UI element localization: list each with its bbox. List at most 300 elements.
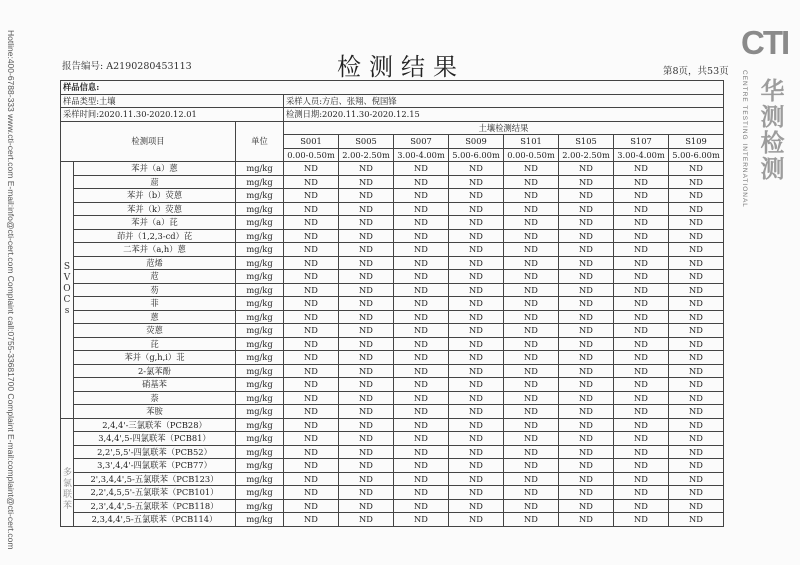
result-value: ND xyxy=(284,229,339,243)
item-name: 2,3,4,4',5-五氯联苯（PCB114） xyxy=(74,513,236,527)
result-value: ND xyxy=(394,364,449,378)
result-value: ND xyxy=(449,202,504,216)
result-value: ND xyxy=(339,405,394,419)
result-value: ND xyxy=(669,499,724,513)
item-unit: mg/kg xyxy=(236,229,284,243)
item-unit: mg/kg xyxy=(236,270,284,284)
result-value: ND xyxy=(669,486,724,500)
result-value: ND xyxy=(394,175,449,189)
item-unit: mg/kg xyxy=(236,391,284,405)
item-name: 芘 xyxy=(74,337,236,351)
item-unit: mg/kg xyxy=(236,324,284,338)
result-value: ND xyxy=(669,459,724,473)
result-value: ND xyxy=(339,324,394,338)
result-value: ND xyxy=(504,283,559,297)
table-row xyxy=(61,283,724,297)
result-value: ND xyxy=(339,486,394,500)
result-value: ND xyxy=(614,216,669,230)
result-value: ND xyxy=(284,459,339,473)
result-value: ND xyxy=(394,243,449,257)
result-value: ND xyxy=(449,405,504,419)
item-unit: mg/kg xyxy=(236,216,284,230)
result-value: ND xyxy=(559,472,614,486)
result-value: ND xyxy=(614,310,669,324)
result-value: ND xyxy=(504,256,559,270)
sample-id: S001 xyxy=(284,135,339,149)
result-value: ND xyxy=(339,432,394,446)
result-value: ND xyxy=(284,202,339,216)
table-row xyxy=(61,175,724,189)
contact-side-text: Hotline:400-6788-333 www.cti-cert.com E-mail:info@cti-cert.com Complaint call:0755-33681700 Complaint E-mail:complaint@cti-cert.com xyxy=(6,30,16,550)
result-value: ND xyxy=(614,378,669,392)
item-unit: mg/kg xyxy=(236,297,284,311)
result-value: ND xyxy=(504,243,559,257)
result-value: ND xyxy=(669,351,724,365)
result-value: ND xyxy=(504,418,559,432)
table-row xyxy=(61,324,724,338)
result-value: ND xyxy=(669,229,724,243)
result-value: ND xyxy=(559,432,614,446)
result-value: ND xyxy=(504,297,559,311)
result-value: ND xyxy=(559,486,614,500)
result-value: ND xyxy=(339,391,394,405)
result-value: ND xyxy=(559,175,614,189)
sample-id: S005 xyxy=(339,135,394,149)
result-value: ND xyxy=(449,189,504,203)
result-value: ND xyxy=(394,418,449,432)
table-row xyxy=(61,472,724,486)
item-name: 2-氯苯酚 xyxy=(74,364,236,378)
result-value: ND xyxy=(614,445,669,459)
result-value: ND xyxy=(339,216,394,230)
result-value: ND xyxy=(669,202,724,216)
result-value: ND xyxy=(284,364,339,378)
result-value: ND xyxy=(559,324,614,338)
result-value: ND xyxy=(339,364,394,378)
result-value: ND xyxy=(339,445,394,459)
result-value: ND xyxy=(559,459,614,473)
result-value: ND xyxy=(614,459,669,473)
result-value: ND xyxy=(504,175,559,189)
sample-depth: 5.00-6.00m xyxy=(449,148,504,162)
result-value: ND xyxy=(339,310,394,324)
result-value: ND xyxy=(284,270,339,284)
result-value: ND xyxy=(339,243,394,257)
sample-id: S109 xyxy=(669,135,724,149)
item-name: 2,4,4'-三氯联苯（PCB28） xyxy=(74,418,236,432)
result-value: ND xyxy=(669,432,724,446)
result-value: ND xyxy=(614,256,669,270)
result-value: ND xyxy=(449,445,504,459)
result-value: ND xyxy=(614,175,669,189)
col-header-unit: 单位 xyxy=(236,121,284,162)
item-name: 苯并（g,h,i）苝 xyxy=(74,351,236,365)
result-value: ND xyxy=(559,310,614,324)
result-value: ND xyxy=(559,229,614,243)
item-name: 3,3',4,4'-四氯联苯（PCB77） xyxy=(74,459,236,473)
item-unit: mg/kg xyxy=(236,256,284,270)
result-value: ND xyxy=(559,297,614,311)
result-value: ND xyxy=(394,270,449,284)
result-value: ND xyxy=(449,472,504,486)
result-value: ND xyxy=(614,432,669,446)
report-number-label: 报告编号: xyxy=(62,61,107,72)
table-row xyxy=(61,229,724,243)
result-value: ND xyxy=(559,189,614,203)
result-value: ND xyxy=(504,405,559,419)
table-row xyxy=(61,351,724,365)
item-unit: mg/kg xyxy=(236,513,284,527)
sample-depth: 2.00-2.50m xyxy=(339,148,394,162)
result-value: ND xyxy=(284,324,339,338)
cti-logo-cn: 华测检测 xyxy=(756,78,785,182)
result-value: ND xyxy=(284,189,339,203)
result-value: ND xyxy=(504,162,559,176)
result-value: ND xyxy=(559,256,614,270)
result-value: ND xyxy=(504,499,559,513)
item-name: 二苯并（a,h）蒽 xyxy=(74,243,236,257)
result-value: ND xyxy=(614,189,669,203)
result-value: ND xyxy=(669,337,724,351)
result-value: ND xyxy=(559,202,614,216)
result-value: ND xyxy=(504,351,559,365)
result-value: ND xyxy=(559,270,614,284)
table-row xyxy=(61,310,724,324)
result-value: ND xyxy=(284,243,339,257)
sample-depth: 0.00-0.50m xyxy=(284,148,339,162)
item-unit: mg/kg xyxy=(236,162,284,176)
item-unit: mg/kg xyxy=(236,364,284,378)
result-value: ND xyxy=(669,310,724,324)
result-value: ND xyxy=(669,256,724,270)
cti-logo-mark: CTI xyxy=(741,24,789,61)
result-value: ND xyxy=(559,337,614,351)
result-value: ND xyxy=(339,162,394,176)
item-unit: mg/kg xyxy=(236,175,284,189)
result-value: ND xyxy=(339,378,394,392)
result-value: ND xyxy=(559,513,614,527)
table-row xyxy=(61,243,724,257)
result-value: ND xyxy=(339,270,394,284)
result-value: ND xyxy=(559,243,614,257)
result-value: ND xyxy=(669,405,724,419)
table-row xyxy=(61,445,724,459)
info-row-1 xyxy=(61,94,724,108)
info-section-title: 样品信息: xyxy=(61,81,724,95)
table-row xyxy=(61,499,724,513)
result-value: ND xyxy=(504,445,559,459)
result-value: ND xyxy=(339,472,394,486)
result-value: ND xyxy=(504,378,559,392)
col-header-results: 土壤检测结果 xyxy=(284,121,724,135)
result-value: ND xyxy=(559,351,614,365)
header-row-1 xyxy=(61,121,724,135)
result-value: ND xyxy=(449,337,504,351)
item-name: 荧蒽 xyxy=(74,324,236,338)
item-name: 苊烯 xyxy=(74,256,236,270)
item-unit: mg/kg xyxy=(236,337,284,351)
result-value: ND xyxy=(449,270,504,284)
table-row xyxy=(61,216,724,230)
result-value: ND xyxy=(559,405,614,419)
result-value: ND xyxy=(394,486,449,500)
col-header-item: 检测项目 xyxy=(61,121,236,162)
result-value: ND xyxy=(284,256,339,270)
report-number-value: A2190280453113 xyxy=(106,61,192,72)
result-value: ND xyxy=(394,513,449,527)
item-name: 菲 xyxy=(74,297,236,311)
result-value: ND xyxy=(449,418,504,432)
result-value: ND xyxy=(504,270,559,284)
group-label: S V O C s xyxy=(61,162,74,419)
result-value: ND xyxy=(394,499,449,513)
item-name: 2,3',4,4',5-五氯联苯（PCB118） xyxy=(74,499,236,513)
info-title-row xyxy=(61,81,724,95)
table-row xyxy=(61,202,724,216)
item-unit: mg/kg xyxy=(236,243,284,257)
result-value: ND xyxy=(449,486,504,500)
result-value: ND xyxy=(504,202,559,216)
result-value: ND xyxy=(394,472,449,486)
result-value: ND xyxy=(394,256,449,270)
item-unit: mg/kg xyxy=(236,418,284,432)
table-row xyxy=(61,405,724,419)
sample-depth: 0.00-0.50m xyxy=(504,148,559,162)
result-value: ND xyxy=(504,432,559,446)
result-value: ND xyxy=(614,486,669,500)
result-value: ND xyxy=(614,297,669,311)
result-value: ND xyxy=(614,391,669,405)
item-name: 2,2',4,5,5'-五氯联苯（PCB101） xyxy=(74,486,236,500)
result-value: ND xyxy=(504,337,559,351)
item-name: 苯胺 xyxy=(74,405,236,419)
result-value: ND xyxy=(339,202,394,216)
table-row xyxy=(61,486,724,500)
result-value: ND xyxy=(394,324,449,338)
result-value: ND xyxy=(449,432,504,446)
result-value: ND xyxy=(669,472,724,486)
result-value: ND xyxy=(614,364,669,378)
result-value: ND xyxy=(669,324,724,338)
result-value: ND xyxy=(614,337,669,351)
result-value: ND xyxy=(669,270,724,284)
sampler: 采样人员:方启、张翔、倪国锋 xyxy=(284,94,724,108)
result-value: ND xyxy=(449,324,504,338)
result-value: ND xyxy=(614,513,669,527)
result-value: ND xyxy=(614,324,669,338)
result-value: ND xyxy=(284,391,339,405)
item-name: 䓛 xyxy=(74,175,236,189)
result-value: ND xyxy=(669,378,724,392)
result-value: ND xyxy=(449,351,504,365)
result-value: ND xyxy=(339,175,394,189)
result-value: ND xyxy=(669,175,724,189)
result-value: ND xyxy=(504,229,559,243)
table-row xyxy=(61,459,724,473)
table-row xyxy=(61,337,724,351)
table-row xyxy=(61,256,724,270)
table-row xyxy=(61,513,724,527)
result-value: ND xyxy=(614,499,669,513)
sample-depth: 3.00-4.00m xyxy=(394,148,449,162)
item-unit: mg/kg xyxy=(236,486,284,500)
result-value: ND xyxy=(614,472,669,486)
result-value: ND xyxy=(449,391,504,405)
result-value: ND xyxy=(284,216,339,230)
result-value: ND xyxy=(284,513,339,527)
result-value: ND xyxy=(669,189,724,203)
table-row xyxy=(61,418,724,432)
sample-depth: 3.00-4.00m xyxy=(614,148,669,162)
result-value: ND xyxy=(559,391,614,405)
item-name: 2,2',5,5'-四氯联苯（PCB52） xyxy=(74,445,236,459)
result-value: ND xyxy=(284,297,339,311)
item-name: 硝基苯 xyxy=(74,378,236,392)
result-value: ND xyxy=(394,162,449,176)
result-value: ND xyxy=(559,378,614,392)
item-unit: mg/kg xyxy=(236,378,284,392)
result-value: ND xyxy=(284,175,339,189)
result-value: ND xyxy=(449,229,504,243)
result-value: ND xyxy=(394,337,449,351)
result-value: ND xyxy=(284,418,339,432)
result-value: ND xyxy=(339,256,394,270)
result-value: ND xyxy=(614,229,669,243)
result-value: ND xyxy=(449,256,504,270)
item-unit: mg/kg xyxy=(236,405,284,419)
result-value: ND xyxy=(559,499,614,513)
result-value: ND xyxy=(449,175,504,189)
result-value: ND xyxy=(284,378,339,392)
result-value: ND xyxy=(284,472,339,486)
item-unit: mg/kg xyxy=(236,351,284,365)
result-value: ND xyxy=(504,513,559,527)
info-row-2 xyxy=(61,108,724,122)
table-row xyxy=(61,297,724,311)
result-value: ND xyxy=(559,283,614,297)
result-value: ND xyxy=(394,391,449,405)
item-name: 3,4,4',5-四氯联苯（PCB81） xyxy=(74,432,236,446)
result-value: ND xyxy=(339,499,394,513)
sample-id: S007 xyxy=(394,135,449,149)
result-value: ND xyxy=(669,297,724,311)
sample-id: S101 xyxy=(504,135,559,149)
result-value: ND xyxy=(449,310,504,324)
item-name: 芴 xyxy=(74,283,236,297)
result-value: ND xyxy=(394,432,449,446)
table-row xyxy=(61,364,724,378)
table-row xyxy=(61,378,724,392)
sampling-time: 采样时间:2020.11.30-2020.12.01 xyxy=(61,108,284,122)
result-value: ND xyxy=(284,351,339,365)
result-value: ND xyxy=(614,405,669,419)
result-value: ND xyxy=(614,283,669,297)
result-value: ND xyxy=(449,499,504,513)
result-value: ND xyxy=(669,513,724,527)
result-value: ND xyxy=(394,378,449,392)
result-value: ND xyxy=(449,297,504,311)
result-value: ND xyxy=(394,229,449,243)
result-value: ND xyxy=(284,486,339,500)
item-unit: mg/kg xyxy=(236,472,284,486)
result-value: ND xyxy=(449,378,504,392)
item-name: 苊 xyxy=(74,270,236,284)
result-value: ND xyxy=(394,445,449,459)
result-value: ND xyxy=(669,418,724,432)
result-value: ND xyxy=(339,351,394,365)
result-value: ND xyxy=(504,459,559,473)
report-number xyxy=(62,58,192,72)
result-value: ND xyxy=(449,283,504,297)
cti-logo xyxy=(741,24,789,226)
result-value: ND xyxy=(614,243,669,257)
result-value: ND xyxy=(669,445,724,459)
result-value: ND xyxy=(669,162,724,176)
result-value: ND xyxy=(504,391,559,405)
result-value: ND xyxy=(559,418,614,432)
result-value: ND xyxy=(559,162,614,176)
test-date: 检测日期:2020.11.30-2020.12.15 xyxy=(284,108,724,122)
item-name: 茚并（1,2,3-cd）芘 xyxy=(74,229,236,243)
result-value: ND xyxy=(449,364,504,378)
result-value: ND xyxy=(284,310,339,324)
result-value: ND xyxy=(394,310,449,324)
results-table xyxy=(60,80,724,527)
result-value: ND xyxy=(504,324,559,338)
result-value: ND xyxy=(559,216,614,230)
result-value: ND xyxy=(339,283,394,297)
result-value: ND xyxy=(394,283,449,297)
item-unit: mg/kg xyxy=(236,432,284,446)
item-unit: mg/kg xyxy=(236,283,284,297)
item-name: 苯并（a）蒽 xyxy=(74,162,236,176)
sample-id: S105 xyxy=(559,135,614,149)
result-value: ND xyxy=(339,297,394,311)
result-value: ND xyxy=(339,418,394,432)
result-value: ND xyxy=(614,351,669,365)
result-value: ND xyxy=(669,243,724,257)
result-value: ND xyxy=(284,499,339,513)
item-unit: mg/kg xyxy=(236,499,284,513)
result-value: ND xyxy=(394,297,449,311)
sample-depth: 5.00-6.00m xyxy=(669,148,724,162)
result-value: ND xyxy=(339,229,394,243)
result-value: ND xyxy=(669,364,724,378)
result-value: ND xyxy=(394,216,449,230)
result-value: ND xyxy=(504,310,559,324)
result-value: ND xyxy=(669,283,724,297)
result-value: ND xyxy=(504,364,559,378)
result-value: ND xyxy=(559,445,614,459)
item-name: 萘 xyxy=(74,391,236,405)
item-name: 苯并（k）荧蒽 xyxy=(74,202,236,216)
result-value: ND xyxy=(614,202,669,216)
item-unit: mg/kg xyxy=(236,189,284,203)
item-name: 苯并（a）芘 xyxy=(74,216,236,230)
result-value: ND xyxy=(669,391,724,405)
result-value: ND xyxy=(504,472,559,486)
result-value: ND xyxy=(614,162,669,176)
table-row xyxy=(61,189,724,203)
result-value: ND xyxy=(339,513,394,527)
table-row xyxy=(61,162,724,176)
cti-logo-en: CENTRE TESTING INTERNATIONAL xyxy=(741,70,748,208)
table-row xyxy=(61,432,724,446)
item-name: 苯并（b）荧蒽 xyxy=(74,189,236,203)
item-name: 2',3,4,4',5-五氯联苯（PCB123） xyxy=(74,472,236,486)
page-number: 第8页，共53页 xyxy=(663,66,729,77)
result-value: ND xyxy=(284,432,339,446)
